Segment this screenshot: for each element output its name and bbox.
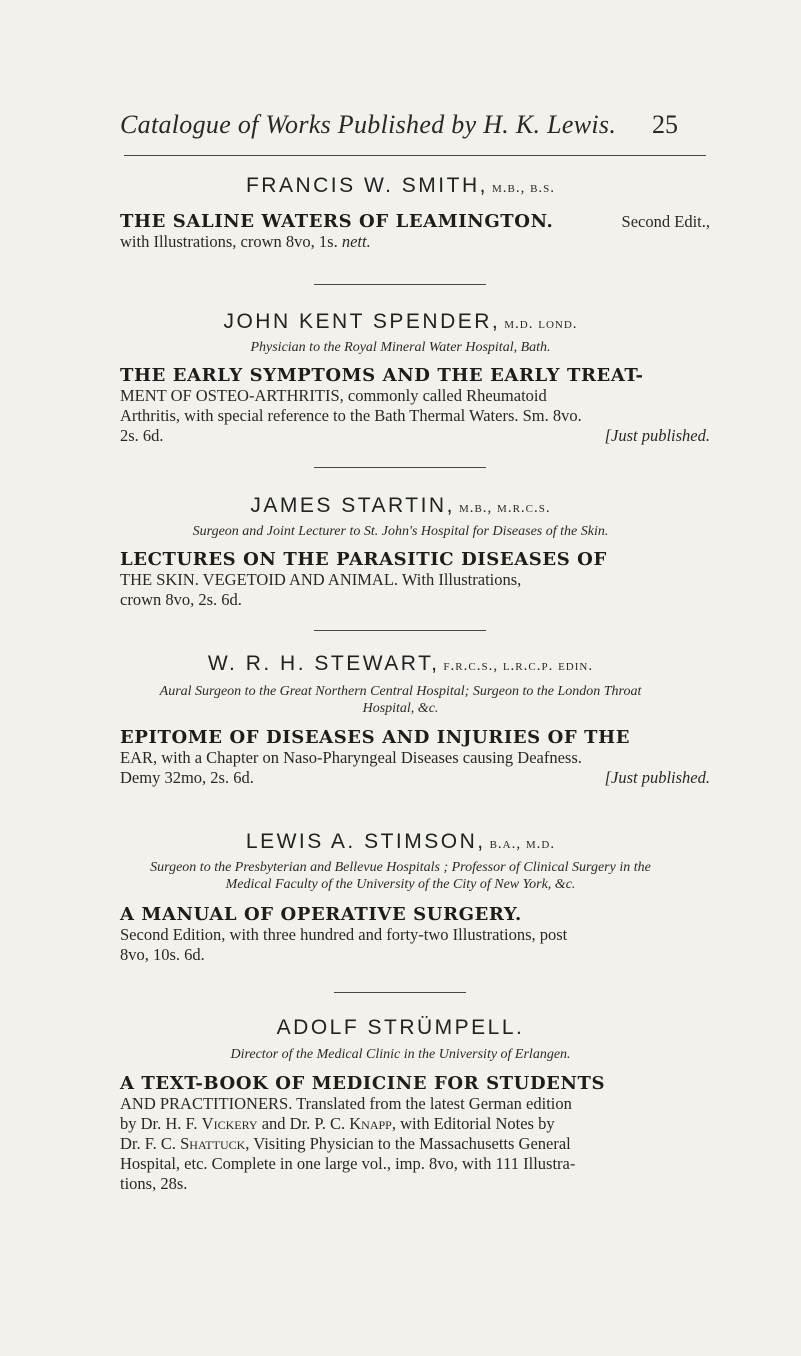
book-entry xyxy=(120,212,710,252)
book-desc-line xyxy=(120,1114,710,1134)
author-affiliation: Surgeon and Joint Lecturer to St. John's Hospital for Diseases of the Skin. xyxy=(192,524,609,539)
book-desc: 8vo, 10s. 6d. xyxy=(120,945,205,964)
book-entry xyxy=(120,905,710,965)
author-heading xyxy=(0,174,801,198)
author-heading xyxy=(0,310,801,334)
book-desc: Second Edit., xyxy=(621,212,710,231)
book-desc: MENT OF OSTEO-ARTHRITIS, commonly called Rheumatoid xyxy=(120,386,547,405)
author-name: ADOLF STRÜMPELL. xyxy=(276,1016,525,1039)
running-head-title: Catalogue of Works Published by H. K. Lewis. xyxy=(120,110,617,139)
book-desc: and Dr. P. C. xyxy=(261,1114,346,1133)
affiliation-line: Surgeon to the Presbyterian and Bellevue Hospitals ; Professor of Clinical Surgery in the xyxy=(150,860,651,875)
author-name: JOHN KENT SPENDER, xyxy=(223,310,501,333)
author-affiliation: Director of the Medical Clinic in the University of Erlangen. xyxy=(230,1047,571,1062)
author-affiliation: Physician to the Royal Mineral Water Hospital, Bath. xyxy=(250,340,551,355)
publication-note: [Just published. xyxy=(604,768,710,787)
author-name: W. R. H. STEWART, xyxy=(207,652,440,675)
editor-name: Shattuck, xyxy=(180,1134,250,1153)
author-name: FRANCIS W. SMITH, xyxy=(245,174,488,197)
book-desc: Hospital, etc. Complete in one large vol., imp. 8vo, with 111 Illustra- xyxy=(120,1154,576,1173)
author-name: JAMES STARTIN, xyxy=(250,494,455,517)
book-entry xyxy=(120,728,710,788)
publication-note: [Just published. xyxy=(604,426,710,445)
editor-name: Vickery xyxy=(201,1114,258,1133)
book-desc: EAR, with a Chapter on Naso-Pharyngeal Diseases causing Deafness. xyxy=(120,748,582,767)
book-desc: Demy 32mo, 2s. 6d. xyxy=(120,768,254,787)
section-divider xyxy=(314,630,486,631)
editor-name: Knapp, xyxy=(349,1114,396,1133)
author-affiliation xyxy=(0,683,801,717)
book-title: THE SALINE WATERS OF LEAMINGTON. xyxy=(120,211,554,232)
book-title: LECTURES ON THE PARASITIC DISEASES OF xyxy=(120,549,607,570)
page-number: 25 xyxy=(652,110,678,139)
author-degrees: b.a., m.d. xyxy=(489,836,556,852)
book-desc: tions, 28s. xyxy=(120,1174,188,1193)
book-title: A MANUAL OF OPERATIVE SURGERY. xyxy=(120,904,522,925)
book-desc: Dr. F. C. xyxy=(120,1134,176,1153)
author-name: LEWIS A. STIMSON, xyxy=(245,830,486,853)
author-degrees: m.d. lond. xyxy=(504,316,578,332)
affiliation-line: Aural Surgeon to the Great Northern Central Hospital; Surgeon to the London Throat xyxy=(159,684,642,699)
book-desc: 2s. 6d. xyxy=(120,426,164,445)
book-desc: with Illustrations, crown 8vo, 1s. xyxy=(120,232,338,251)
section-divider xyxy=(334,992,466,993)
header-rule xyxy=(124,155,706,156)
author-degrees: m.b., b.s. xyxy=(491,180,556,196)
author-heading xyxy=(0,830,801,854)
book-entry xyxy=(120,1074,710,1194)
book-desc: Second Edition, with three hundred and forty-two Illustrations, post xyxy=(120,925,568,944)
affiliation-line: Medical Faculty of the University of the City of New York, &c. xyxy=(225,877,576,892)
book-title: THE EARLY SYMPTOMS AND THE EARLY TREAT- xyxy=(120,365,644,386)
section-divider xyxy=(314,284,486,285)
book-desc-line xyxy=(120,1134,710,1154)
book-desc: by Dr. H. F. xyxy=(120,1114,198,1133)
author-affiliation xyxy=(0,859,801,893)
book-desc: Arthritis, with special reference to the Bath Thermal Waters. Sm. 8vo. xyxy=(120,406,582,425)
book-desc: AND PRACTITIONERS. Translated from the latest German edition xyxy=(120,1094,572,1113)
author-heading xyxy=(0,1016,801,1040)
author-heading xyxy=(0,652,801,676)
author-heading xyxy=(0,494,801,518)
price-note: nett. xyxy=(341,232,371,251)
book-entry xyxy=(120,550,710,610)
book-title: EPITOME OF DISEASES AND INJURIES OF THE xyxy=(120,727,631,748)
book-desc: THE SKIN. VEGETOID AND ANIMAL. With Illustrations, xyxy=(120,570,522,589)
book-desc: Visiting Physician to the Massachusetts General xyxy=(253,1134,571,1153)
book-desc: with Editorial Notes by xyxy=(400,1114,555,1133)
section-divider xyxy=(314,467,486,468)
author-degrees: f.r.c.s., l.r.c.p. edin. xyxy=(443,658,594,674)
affiliation-line: Hospital, &c. xyxy=(362,701,439,716)
book-desc: crown 8vo, 2s. 6d. xyxy=(120,590,242,609)
book-title: A TEXT-BOOK OF MEDICINE FOR STUDENTS xyxy=(120,1073,606,1094)
book-entry xyxy=(120,366,710,446)
author-degrees: m.b., m.r.c.s. xyxy=(458,500,551,516)
